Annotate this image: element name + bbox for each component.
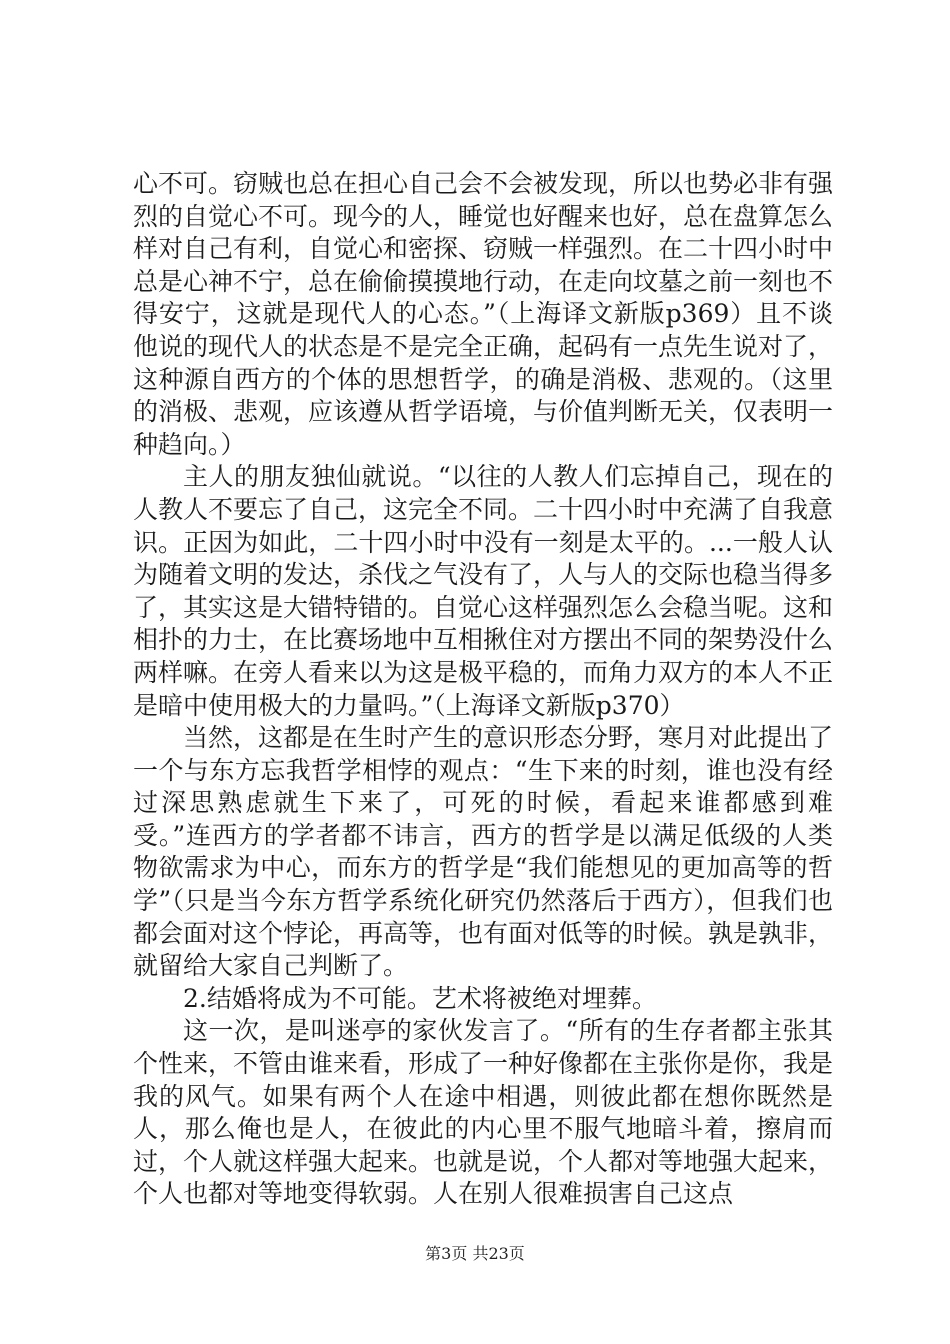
page-footer bbox=[0, 1244, 950, 1264]
paragraph: 心不可。窃贼也总在担心自己会不会被发现，所以也势必非有强烈的自觉心不可。现今的人，睡觉也好醒来也好，总在盘算怎么样对自己有利，自觉心和密探、窃贼一样强烈。在二十四小时中总是心神不宁，总在偷偷摸摸地行动，在走向坟墓之前一刻也不得安宁，这就是现代人的心态。”（上海译文新版p369）且不谈他说的现代人的状态是不是完全正确，起码有一点先生说对了，这种源自西方的个体的思想哲学，的确是消极、悲观的。（这里的消极、悲观，应该遵从哲学语境，与价值判断无关，仅表明一种趋向。） bbox=[133, 169, 834, 459]
paragraph: 这一次，是叫迷亭的家伙发言了。“所有的生存者都主张其个性来，不管由谁来看，形成了一种好像都在主张你是你，我是我的风气。如果有两个人在途中相遇，则彼此都在想你既然是人，那么俺也是人，在彼此的内心里不服气地暗斗着，擦肩而过，个人就这样强大起来。也就是说，个人都对等地强大起来，个人也都对等地变得软弱。人在别人很难损害自己这点 bbox=[133, 1016, 834, 1209]
section-heading: 2.结婚将成为不可能。艺术将被绝对埋葬。 bbox=[183, 983, 657, 1013]
paragraph: 主人的朋友独仙就说。“以往的人教人们忘掉自己，现在的人教人不要忘了自己，这完全不同。二十四小时中充满了自我意识。正因为如此，二十四小时中没有一刻是太平的。...一般人认为随着文明的发达，杀伐之气没有了，人与人的交际也稳当得多了，其实这是大错特错的。自觉心这样强烈怎么会稳当呢。这和相扑的力士，在比赛场地中互相揪住对方摆出不同的架势没什么两样嘛。在旁人看来以为这是极平稳的，而角力双方的本人不正是暗中使用极大的力量吗。”（上海译文新版p370） bbox=[133, 462, 834, 720]
page-number: 第3页 共23页 bbox=[425, 1244, 525, 1263]
paragraph: 当然，这都是在生时产生的意识形态分野，寒月对此提出了一个与东方忘我哲学相悖的观点：“生下来的时刻，谁也没有经过深思熟虑就生下来了，可死的时候，看起来谁都感到难受。”连西方的学者都不讳言，西方的哲学是以满足低级的人类物欲需求为中心，而东方的哲学是“我们能想见的更加高等的哲学”（只是当今东方哲学系统化研究仍然落后于西方），但我们也都会面对这个悖论，再高等，也有面对低等的时候。孰是孰非，就留给大家自己判断了。 bbox=[133, 723, 834, 981]
body-text bbox=[133, 168, 833, 1211]
